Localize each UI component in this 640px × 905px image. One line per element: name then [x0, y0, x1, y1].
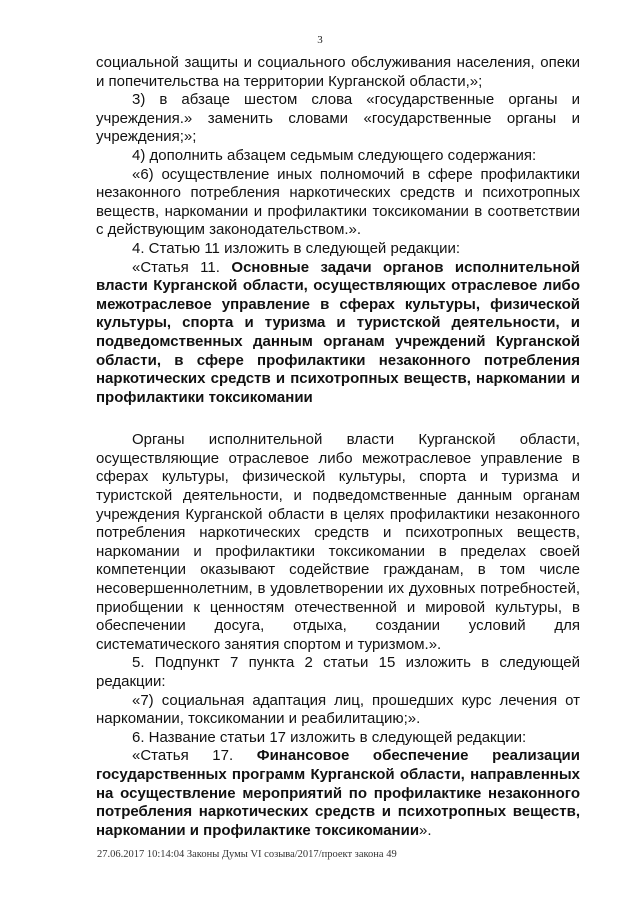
- article-17-suffix: ».: [419, 821, 432, 839]
- article-17-heading: [96, 747, 580, 840]
- document-body: [96, 54, 580, 840]
- paragraph-continuation: социальной защиты и социального обслуживания населения, опеки и попечительства на территории Курганской области,»;: [96, 54, 580, 90]
- article-11-prefix: «Статья 11.: [132, 258, 232, 276]
- article-17-prefix: «Статья 17.: [132, 747, 257, 765]
- paragraph-item-3: 3) в абзаце шестом слова «государственные органы и учреждения.» заменить словами «государственные органы и учреждения;»;: [96, 91, 580, 146]
- paragraph-item-5: 5. Подпункт 7 пункта 2 статьи 15 изложить в следующей редакции:: [96, 654, 580, 690]
- document-footer: 27.06.2017 10:14:04 Законы Думы VI созыва/2017/проект закона 49: [97, 849, 397, 860]
- article-17-title: Финансовое обеспечение реализации государственных программ Курганской области, направленных на осуществление мероприятий по профилактике незаконного потребления наркотических средств и психотропных веществ, наркомании и профилактике токсикомании: [96, 747, 580, 839]
- article-11-body: Органы исполнительной власти Курганской области, осуществляющие отраслевое либо межотраслевое управление в сферах культуры, физической культуры, спорта и туризма и туристской деятельности, и подведомственные данным органам учреждения Курганской области в целях профилактики незаконного потребления наркотических средств и психотропных веществ, наркомании и профилактики токсикомании в пределах своей компетенции оказывают содействие гражданам, в том числе несовершеннолетним, в удовлетворении их духовных потребностей, приобщении к ценностям отечественной и мировой культуры, в обеспечении досуга, отдыха, создании условий для систематического занятия спортом и туризмом.».: [96, 431, 580, 653]
- paragraph-item-4: 4) дополнить абзацем седьмым следующего содержания:: [132, 146, 537, 164]
- paragraph-item-6: 6. Название статьи 17 изложить в следующей редакции:: [132, 728, 527, 746]
- article-11-title: Основные задачи органов исполнительной власти Курганской области, осуществляющих отраслевое либо межотраслевое управление в сферах культуры, физической культуры, спорта и туризма и туристской деятельности, и подведомственных данным органам учреждений Курганской области, в сфере профилактики незаконного потребления наркотических средств и психотропных веществ, наркомании и профилактики токсикомании: [96, 258, 580, 406]
- paragraph-new-subitem-6: «6) осуществление иных полномочий в сфере профилактики незаконного потребления наркотических средств и психотропных веществ, наркомании и профилактики токсикомании в соответствии с действующим законодательством.».: [96, 165, 580, 239]
- blank-line: [96, 407, 580, 431]
- article-11-heading: [96, 259, 580, 408]
- paragraph-article-11-instruction: 4. Статью 11 изложить в следующей редакции:: [132, 239, 461, 257]
- page-number: 3: [317, 34, 323, 46]
- paragraph-subitem-7: «7) социальная адаптация лиц, прошедших курс лечения от наркомании, токсикомании и реабилитацию;».: [96, 691, 580, 728]
